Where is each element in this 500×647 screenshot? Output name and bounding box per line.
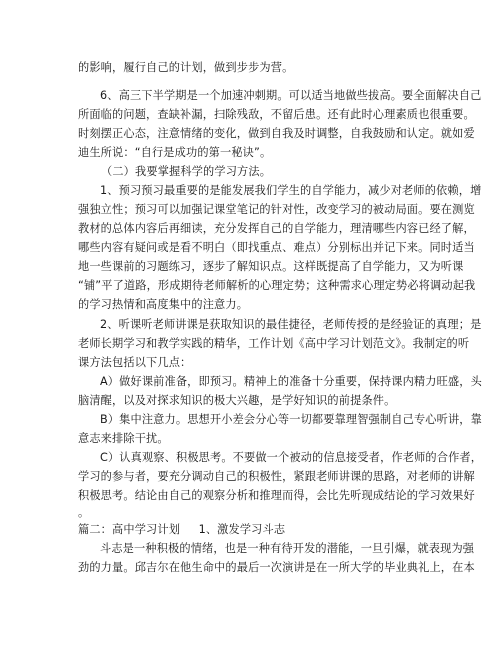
text-line: 所面临的问题，查缺补漏，扫除残敌，不留后患。还有此时心理素质也很重要。 — [78, 108, 475, 121]
text-line: 。 — [78, 506, 90, 519]
text-line: 老师长期学习和教学实践的精华，工作计划《高中学习计划范文》。我制定的听 — [78, 337, 470, 350]
text-line: 的学习热情和高度集中的注意力。 — [78, 298, 249, 311]
text-line: 斗志是一种积极的情绪，也是一种有待开发的潜能，一旦引爆，就表现为强 — [100, 542, 475, 555]
text-line: 6、高三下半学期是一个加速冲刺期。可以适当地做些拔高。要全面解决自己 — [100, 89, 482, 102]
text-line: 脑清醒，以及对探求知识的极大兴趣，是学好知识的前提条件。 — [78, 394, 396, 407]
text-line: 哪些内容有疑问或是看不明白（即找重点、难点）分别标出并记下来。同时适当 — [78, 241, 475, 254]
text-line: 学习的参与者，要充分调动自己的积极性，紧跟老师讲课的思路，对老师的讲解 — [78, 470, 475, 483]
text-line: 1、预习预习最重要的是能发展我们学生的自学能力，减少对老师的依赖，增 — [100, 184, 482, 197]
text-line: “铺”平了道路，形成期待老师解析的心理定势；这种需求心理定势必将调动起我 — [78, 279, 476, 292]
text-line: 教材的总体内容后再细读，充分发挥自己的自学能力，理清哪些内容已经了解， — [78, 222, 475, 235]
text-line: A）做好课前准备，即预习。精神上的准备十分重要，保持课内精力旺盛，头 — [100, 375, 482, 388]
text-line: 积极思考。结论由自己的观察分析和推理而得，会比先听现成结论的学习效果好 — [78, 489, 475, 502]
text-line: 意志来排除干扰。 — [78, 432, 169, 445]
text-line: 时刻摆正心态，注意情绪的变化，做到自我及时调整，自我鼓励和认定。就如爱 — [78, 127, 475, 140]
text-line: 的影响，履行自己的计划，做到步步为营。 — [78, 61, 294, 74]
text-line: C）认真观察、积极思考。不要做一个被动的信息接受者，作老师的合作者， — [100, 451, 483, 464]
text-line: B）集中注意力。思想开小差会分心等一切都要靠理智强制自己专心听讲，靠 — [100, 413, 482, 426]
text-line: 2、听课听老师讲课是获取知识的最佳捷径，老师传授的是经验证的真理；是 — [100, 318, 482, 331]
section-heading: 篇二：高中学习计划 1、激发学习斗志 — [78, 523, 286, 536]
text-line: 课方法包括以下几点： — [78, 356, 192, 369]
text-line: 劲的力量。邱吉尔在他生命中的最后一次演讲是在一所大学的毕业典礼上，在本 — [78, 561, 475, 574]
text-line: 地一些课前的习题练习，逐步了解知识点。这样既提高了自学能力，又为听课 — [78, 260, 464, 273]
text-line: 强独立性；预习可以加强记课堂笔记的针对性，改变学习的被动局面。要在测览 — [78, 203, 475, 216]
section-heading: （二）我要掌握科学的学习方法。 — [101, 165, 272, 178]
text-line: 迪生所说：“自行是成功的第一秘诀”。 — [78, 146, 272, 159]
